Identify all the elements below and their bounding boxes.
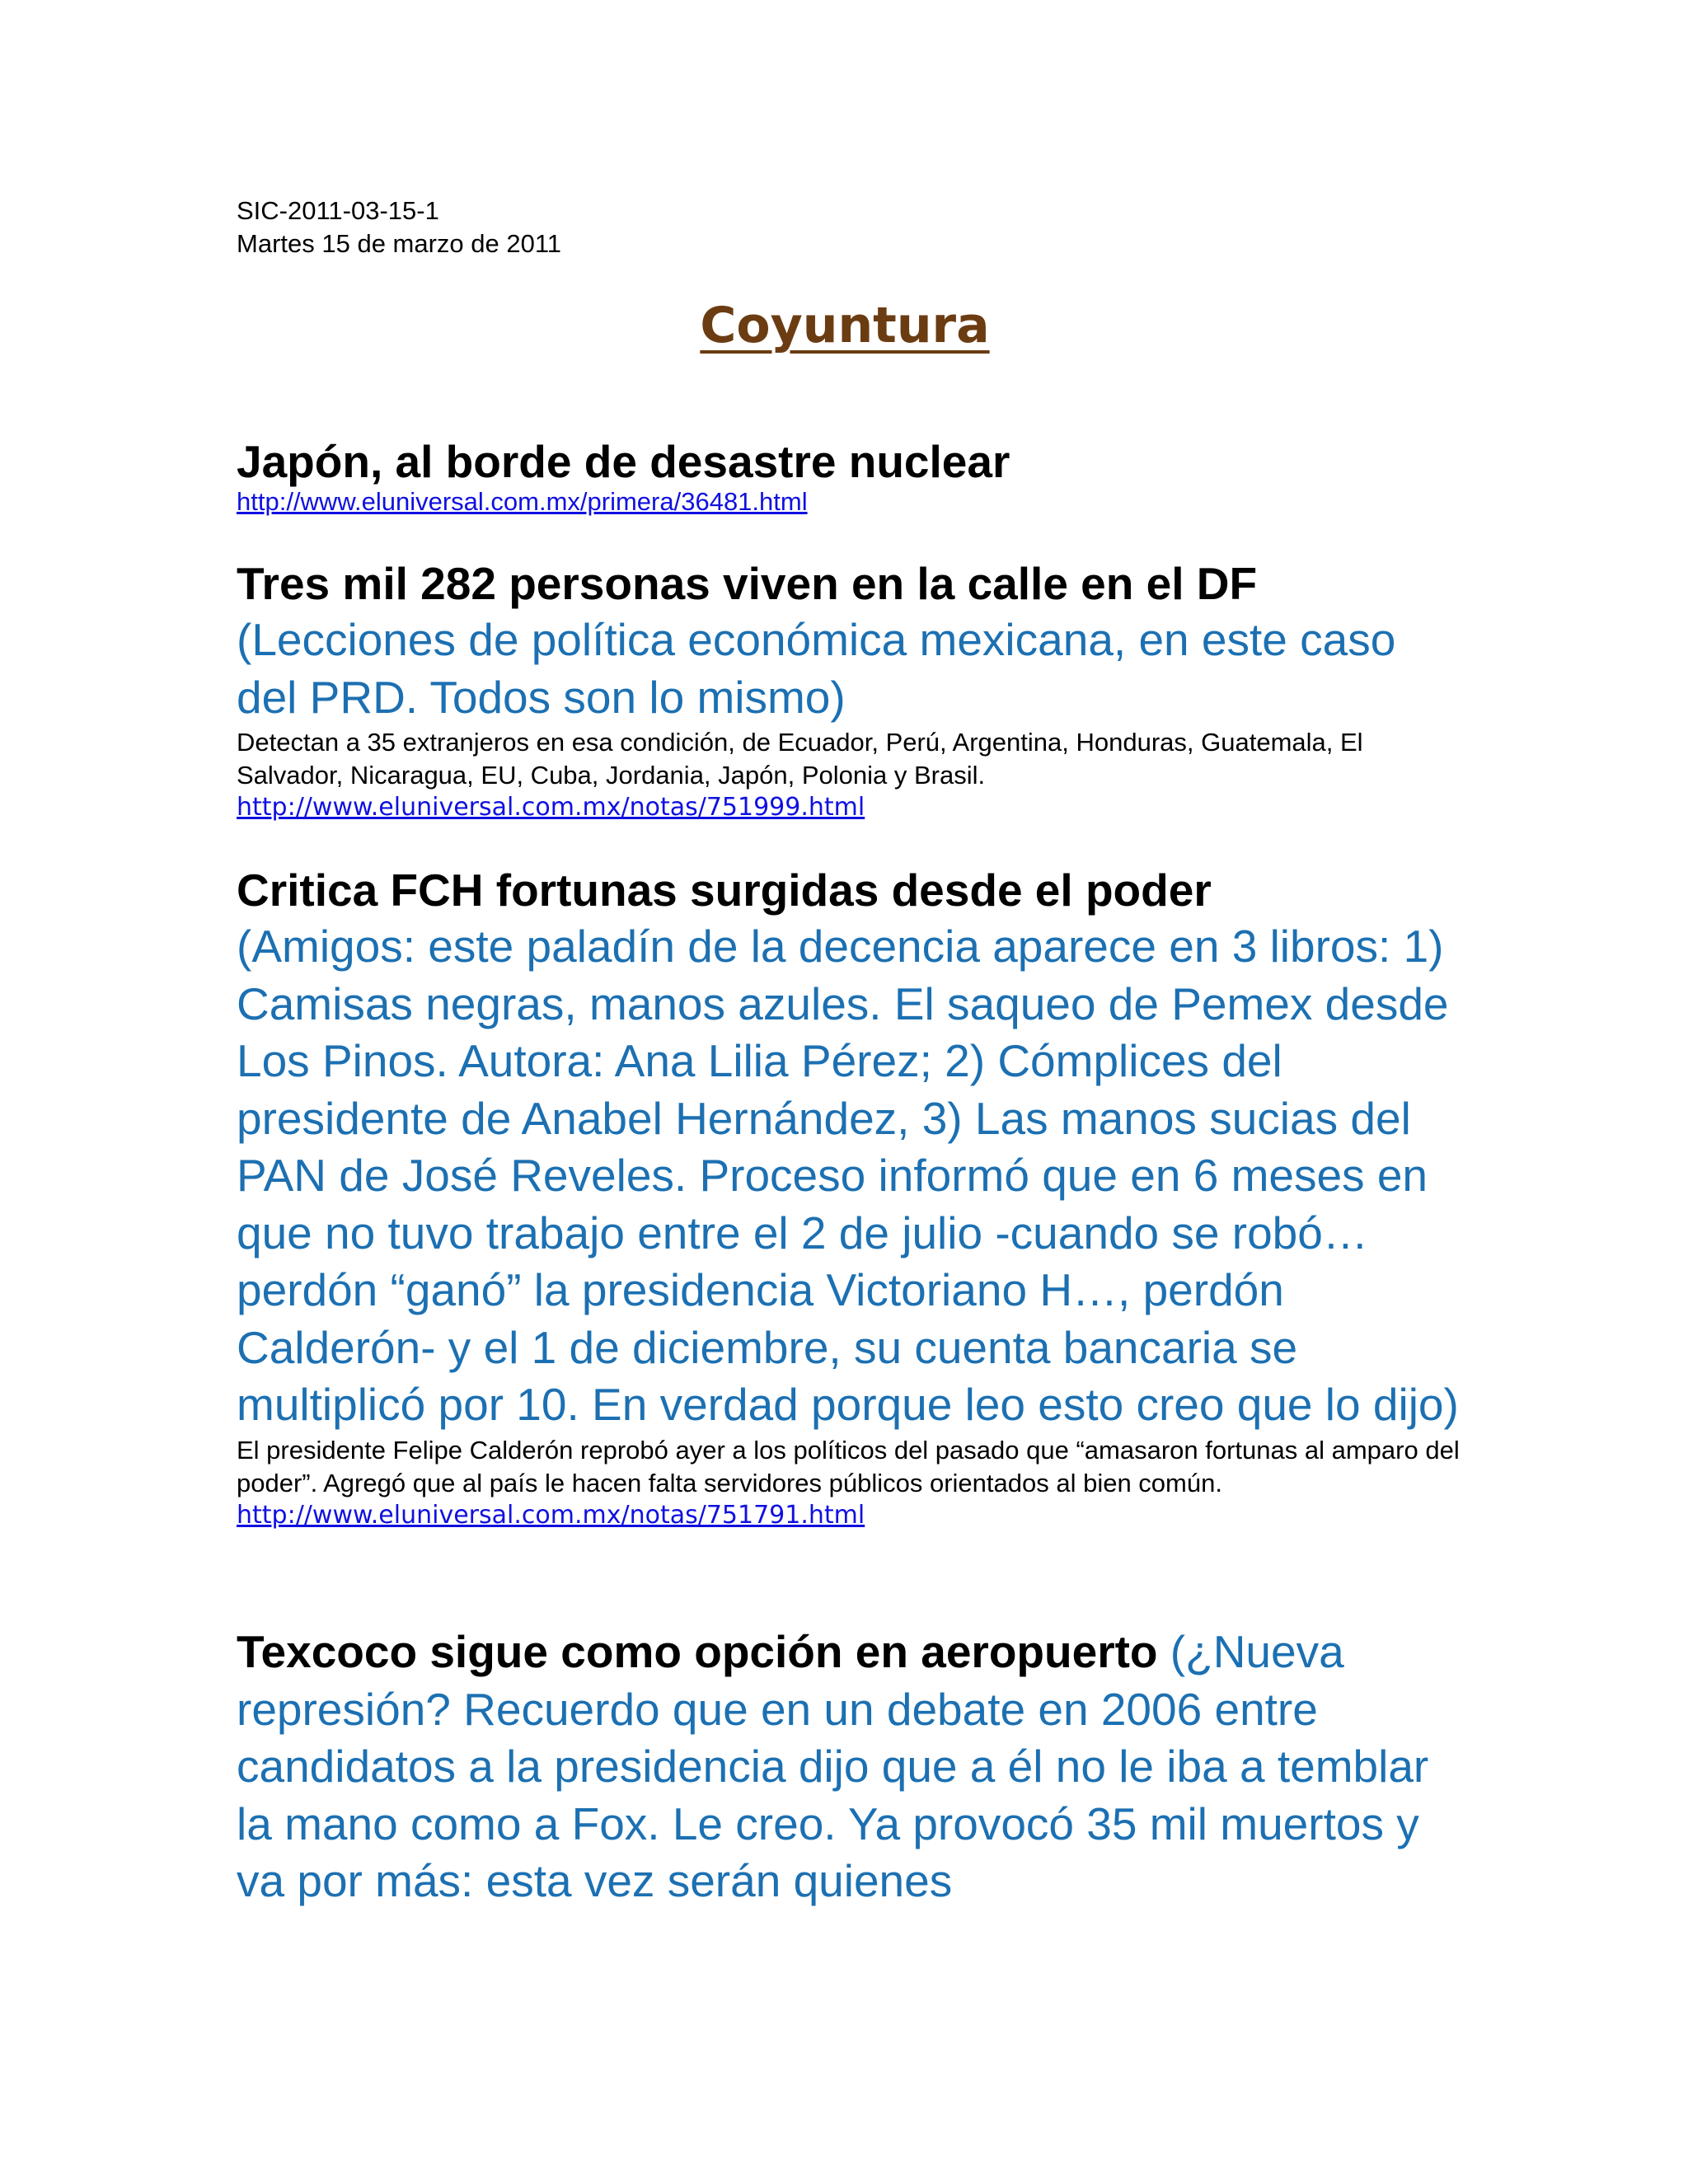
article-headline: Japón, al borde de desastre nuclear — [237, 436, 1010, 487]
article-summary: El presidente Felipe Calderón reprobó ayer a los políticos del pasado que “amasaron fortunas al amparo del poder”. Agregó que al país le hacen falta servidores públicos orientados al bien común. — [237, 1435, 1460, 1497]
article-comment: (Amigos: este paladín de la decencia aparece en 3 libros: 1) Camisas negras, manos azules. El saqueo de Pemex desde Los Pinos. Autora: Ana Lilia Pérez; 2) Cómplices del presidente de Anabel Hernández, 3) Las manos sucias del PAN de José Reveles. Proceso informó que en 6 meses en que no tuvo trabajo entre el 2 de julio -cuando se robó… perdón “ganó” la presidencia Victoriano H…, perdón Calderón- y el 1 de diciembre, su cuenta bancaria se multiplicó por 10. En verdad porque leo esto creo que lo dijo) — [237, 921, 1459, 1430]
article-link[interactable]: http://www.eluniversal.com.mx/notas/751791.html — [237, 1500, 865, 1530]
article-1 — [237, 434, 1473, 518]
article-headline: Texcoco sigue como opción en aeropuerto — [237, 1626, 1158, 1677]
section-title — [237, 297, 1453, 354]
section-title-text: Coyuntura — [700, 297, 990, 354]
article-headline: Tres mil 282 personas viven en la calle en el DF — [237, 558, 1258, 609]
article-headline: Critica FCH fortunas surgidas desde el poder — [237, 865, 1212, 916]
document-page — [237, 194, 1473, 1906]
article-paragraph — [237, 1624, 1456, 1910]
article-3 — [237, 862, 1473, 1531]
article-2 — [237, 555, 1473, 823]
document-id: SIC-2011-03-15-1 — [237, 196, 439, 225]
article-summary: Detectan a 35 extranjeros en esa condición, de Ecuador, Perú, Argentina, Honduras, Guatemala, El Salvador, Nicaragua, EU, Cuba, Jordania, Japón, Polonia y Brasil. — [237, 728, 1363, 790]
article-comment: (¿Nueva represión? Recuerdo que en un debate en 2006 entre candidatos a la presidencia dijo que a él no le iba a temblar la mano como a Fox. Le creo. Ya provocó 35 mil muertos y va por más: esta vez serán quienes — [237, 1626, 1429, 1906]
article-4 — [237, 1624, 1473, 1910]
document-date: Martes 15 de marzo de 2011 — [237, 229, 562, 258]
article-link[interactable]: http://www.eluniversal.com.mx/notas/751999.html — [237, 793, 865, 822]
article-link[interactable]: http://www.eluniversal.com.mx/primera/36481.html — [237, 487, 808, 516]
article-comment: (Lecciones de política económica mexicana, en este caso del PRD. Todos son lo mismo) — [237, 614, 1396, 723]
